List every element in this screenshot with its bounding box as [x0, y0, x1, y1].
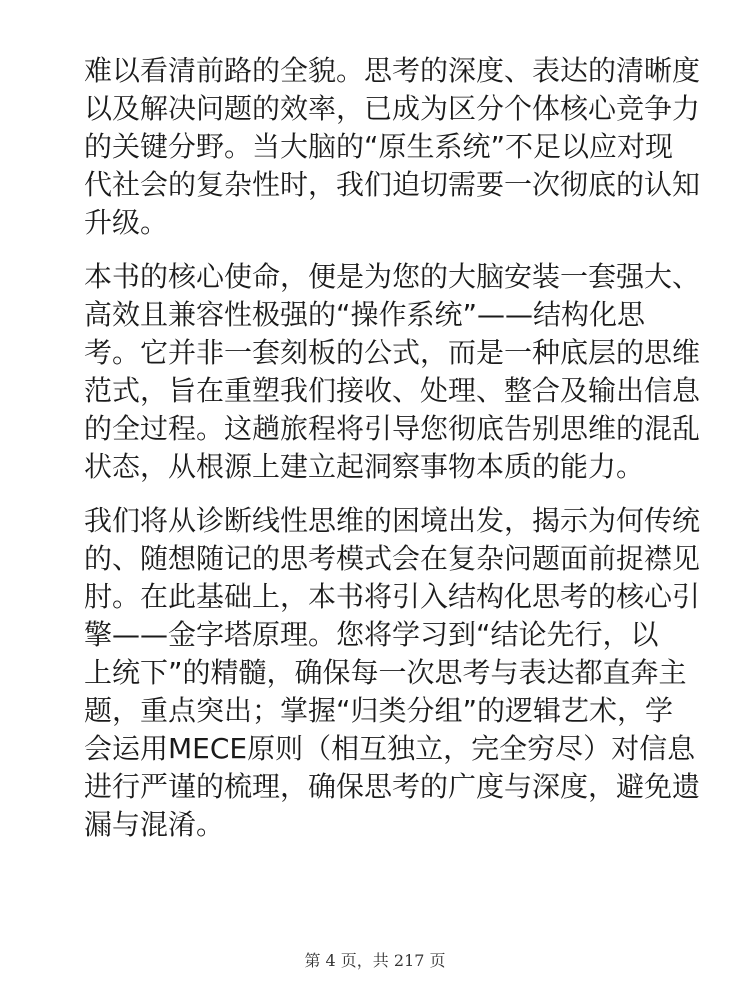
- body-text: [84, 52, 701, 844]
- text-line: 状态，从根源上建立起洞察事物本质的能力。: [84, 450, 645, 483]
- text-line: 上统下”的精髓，确保每一次思考与表达都直奔主: [84, 656, 687, 689]
- text-line: 的关键分野。当大脑的“原生系统”不足以应对现: [84, 130, 674, 163]
- text-line: 代社会的复杂性时，我们迫切需要一次彻底的认知: [84, 168, 701, 201]
- text-line: 擎——金字塔原理。您将学习到“结论先行，以: [84, 618, 659, 651]
- text-line: 升级。: [84, 206, 169, 239]
- text-line: 范式，旨在重塑我们接收、处理、整合及输出信息: [84, 374, 701, 407]
- text-line: 的全过程。这趟旅程将引导您彻底告别思维的混乱: [84, 412, 701, 445]
- page-number-footer: 第 4 页，共 217 页: [304, 951, 446, 970]
- text-line: 肘。在此基础上，本书将引入结构化思考的核心引: [84, 580, 701, 613]
- text-line: 我们将从诊断线性思维的困境出发，揭示为何传统: [84, 504, 701, 537]
- text-line: 漏与混淆。: [84, 808, 225, 841]
- paragraph-spacer: [84, 242, 674, 258]
- paragraph-1: [84, 52, 701, 242]
- text-line: 本书的核心使命，便是为您的大脑安装一套强大、: [84, 260, 701, 293]
- text-line: 会运用MECE原则（相互独立，完全穷尽）对信息: [84, 732, 696, 765]
- paragraph-2: [84, 258, 701, 486]
- text-line: 进行严谨的梳理，确保思考的广度与深度，避免遗: [84, 770, 701, 803]
- text-line: 的、随想随记的思考模式会在复杂问题面前捉襟见: [84, 542, 701, 575]
- text-line: 题，重点突出；掌握“归类分组”的逻辑艺术，学: [84, 694, 674, 727]
- text-line: 考。它并非一套刻板的公式，而是一种底层的思维: [84, 336, 701, 369]
- paragraph-spacer: [84, 486, 674, 502]
- text-line: 难以看清前路的全貌。思考的深度、表达的清晰度: [84, 54, 701, 87]
- paragraph-3: [84, 502, 701, 844]
- text-line: 高效且兼容性极强的“操作系统”——结构化思: [84, 298, 646, 331]
- text-line: 以及解决问题的效率，已成为区分个体核心竞争力: [84, 92, 701, 125]
